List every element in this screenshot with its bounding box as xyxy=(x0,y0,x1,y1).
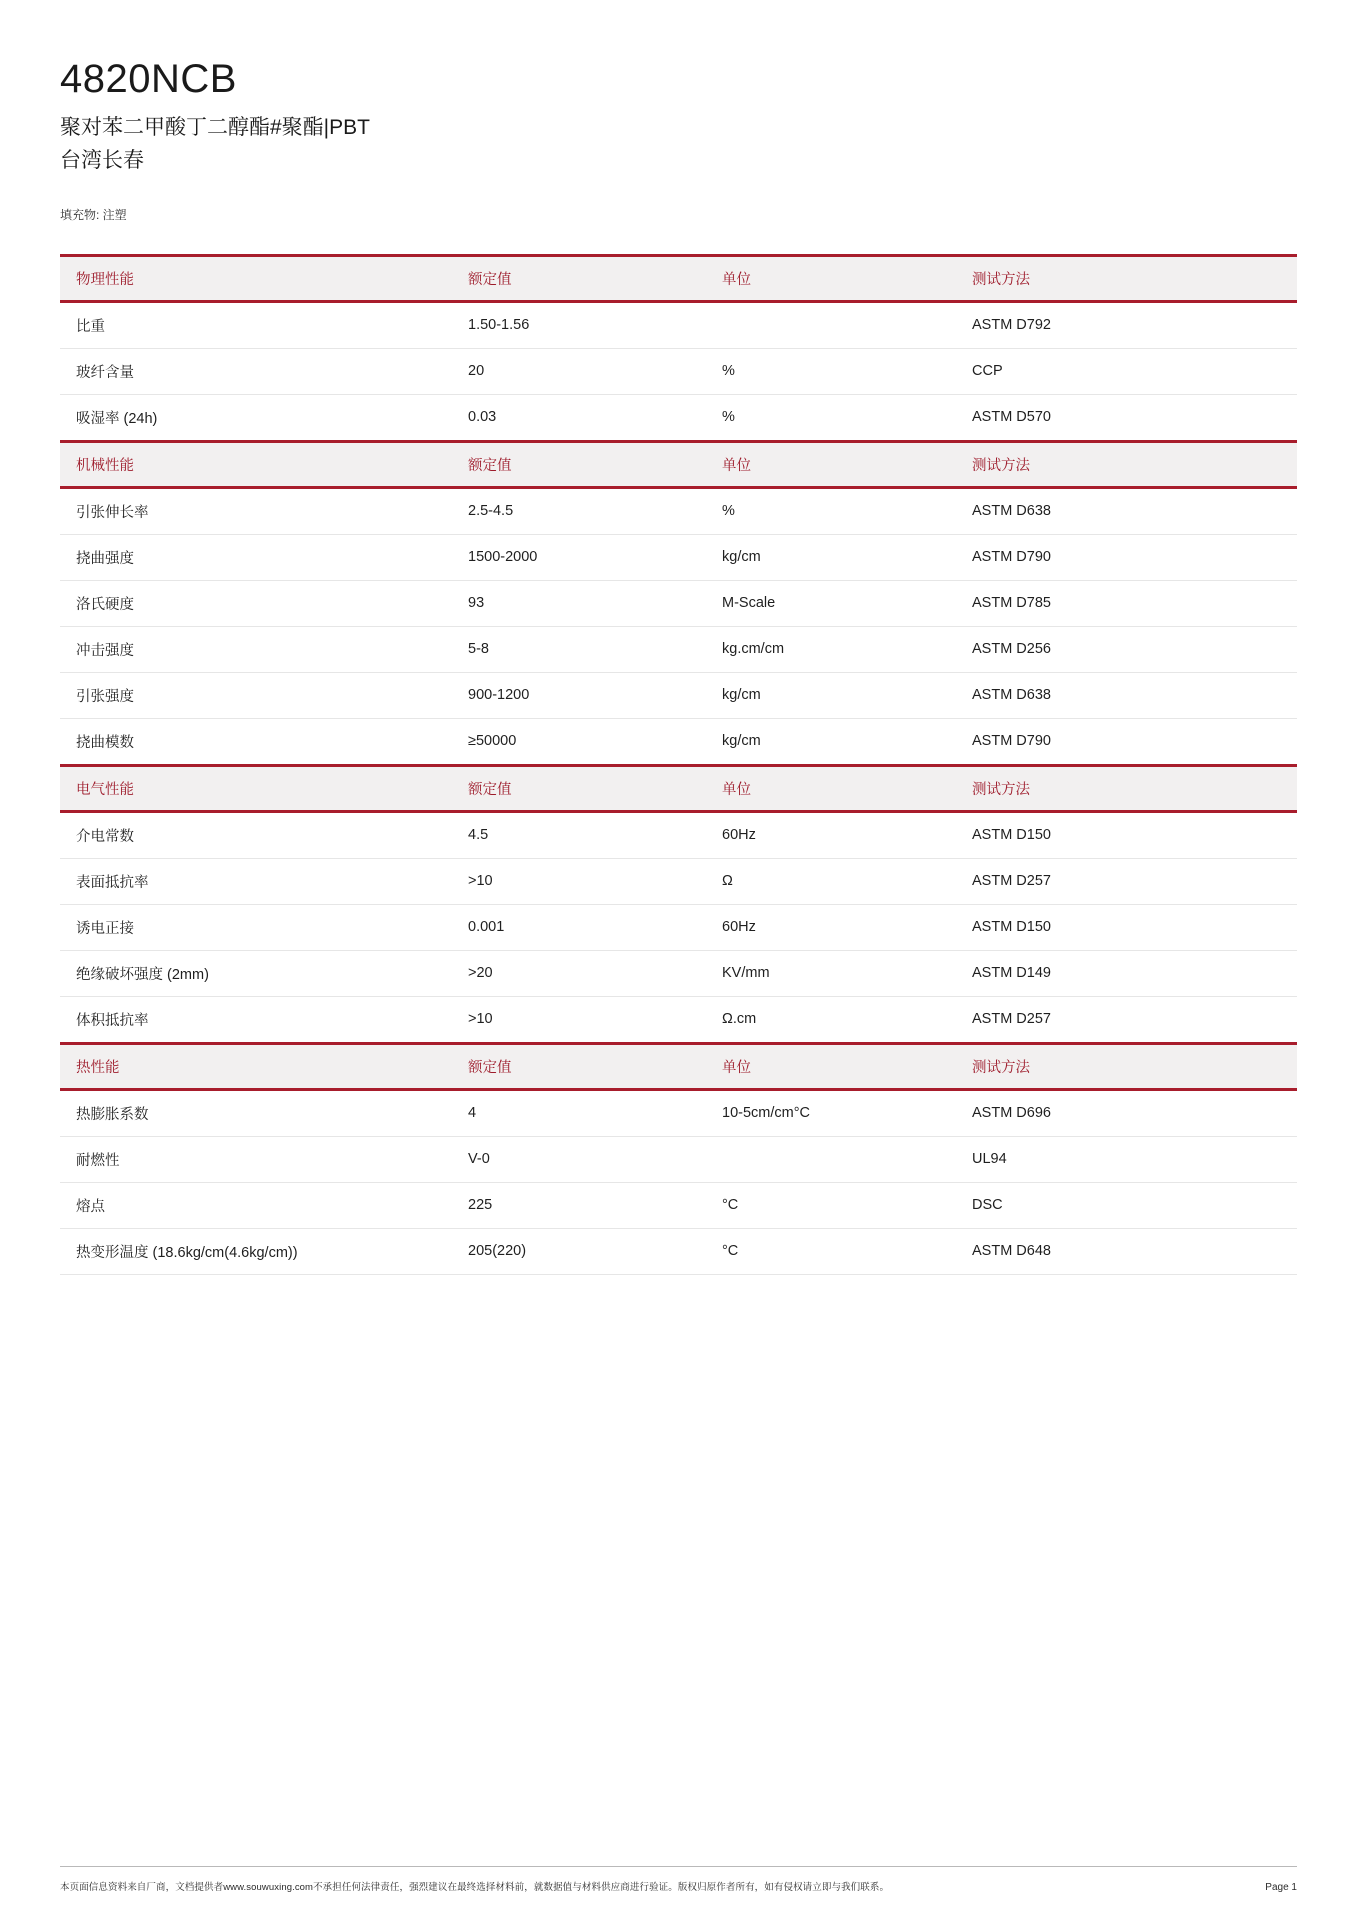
cell-property: 挠曲模数 xyxy=(60,718,456,765)
cell-value: >10 xyxy=(456,858,710,904)
table-section-header xyxy=(60,441,1297,487)
cell-property: 冲击强度 xyxy=(60,626,456,672)
cell-unit: °C xyxy=(710,1182,960,1228)
cell-method: ASTM D696 xyxy=(960,1089,1297,1136)
table-row xyxy=(60,718,1297,765)
table-row xyxy=(60,1182,1297,1228)
cell-property: 玻纤含量 xyxy=(60,348,456,394)
table-section-header xyxy=(60,765,1297,811)
cell-unit: kg/cm xyxy=(710,718,960,765)
section-title: 机械性能 xyxy=(60,441,456,487)
cell-property: 熔点 xyxy=(60,1182,456,1228)
cell-value: 4.5 xyxy=(456,811,710,858)
cell-unit: kg.cm/cm xyxy=(710,626,960,672)
cell-property: 引张伸长率 xyxy=(60,487,456,534)
cell-method: ASTM D790 xyxy=(960,718,1297,765)
table-row xyxy=(60,534,1297,580)
filler-info: 填充物: 注塑 xyxy=(60,208,127,223)
table-row xyxy=(60,1089,1297,1136)
specification-table xyxy=(60,254,1297,1275)
cell-property: 洛氏硬度 xyxy=(60,580,456,626)
cell-property: 介电常数 xyxy=(60,811,456,858)
cell-method: ASTM D257 xyxy=(960,996,1297,1043)
column-header: 额定值 xyxy=(456,255,710,301)
column-header: 额定值 xyxy=(456,1043,710,1089)
cell-method: CCP xyxy=(960,348,1297,394)
table-row xyxy=(60,348,1297,394)
section-title: 物理性能 xyxy=(60,255,456,301)
cell-value: 0.03 xyxy=(456,394,710,441)
section-title: 电气性能 xyxy=(60,765,456,811)
table-row xyxy=(60,904,1297,950)
cell-unit: Ω.cm xyxy=(710,996,960,1043)
table-row xyxy=(60,858,1297,904)
column-header: 单位 xyxy=(710,441,960,487)
cell-unit: 60Hz xyxy=(710,811,960,858)
cell-property: 吸湿率 (24h) xyxy=(60,394,456,441)
cell-property: 绝缘破坏强度 (2mm) xyxy=(60,950,456,996)
column-header: 额定值 xyxy=(456,441,710,487)
table-row xyxy=(60,996,1297,1043)
cell-value: 0.001 xyxy=(456,904,710,950)
cell-value: 2.5-4.5 xyxy=(456,487,710,534)
vendor-name: 台湾长春 xyxy=(60,148,144,172)
cell-unit: 60Hz xyxy=(710,904,960,950)
cell-method: ASTM D150 xyxy=(960,811,1297,858)
cell-method: UL94 xyxy=(960,1136,1297,1182)
cell-unit: % xyxy=(710,394,960,441)
table-row xyxy=(60,1136,1297,1182)
cell-value: 1500-2000 xyxy=(456,534,710,580)
cell-unit: Ω xyxy=(710,858,960,904)
column-header: 单位 xyxy=(710,255,960,301)
table-row xyxy=(60,950,1297,996)
cell-method: ASTM D785 xyxy=(960,580,1297,626)
table-row xyxy=(60,394,1297,441)
cell-value: 1.50-1.56 xyxy=(456,301,710,348)
cell-value: 20 xyxy=(456,348,710,394)
column-header: 测试方法 xyxy=(960,255,1297,301)
table-row xyxy=(60,672,1297,718)
page-number: Page 1 xyxy=(1265,1881,1297,1893)
cell-unit: M-Scale xyxy=(710,580,960,626)
cell-value: 5-8 xyxy=(456,626,710,672)
column-header: 测试方法 xyxy=(960,765,1297,811)
cell-unit: KV/mm xyxy=(710,950,960,996)
table-section-header xyxy=(60,255,1297,301)
cell-property: 表面抵抗率 xyxy=(60,858,456,904)
cell-unit: kg/cm xyxy=(710,672,960,718)
column-header: 测试方法 xyxy=(960,1043,1297,1089)
cell-value: >10 xyxy=(456,996,710,1043)
footer-divider xyxy=(60,1866,1297,1867)
cell-property: 挠曲强度 xyxy=(60,534,456,580)
cell-method: ASTM D256 xyxy=(960,626,1297,672)
cell-method: ASTM D638 xyxy=(960,672,1297,718)
table-row xyxy=(60,487,1297,534)
table-section-header xyxy=(60,1043,1297,1089)
footer-disclaimer: 本页面信息资料来自厂商，文档提供者www.souwuxing.com不承担任何法律责任，强烈建议在最终选择材料前，就数据值与材料供应商进行验证。版权归原作者所有，如有侵权请立即与我们联系。 xyxy=(60,1881,890,1893)
table-row xyxy=(60,626,1297,672)
cell-method: ASTM D792 xyxy=(960,301,1297,348)
cell-method: ASTM D638 xyxy=(960,487,1297,534)
cell-unit: % xyxy=(710,487,960,534)
column-header: 测试方法 xyxy=(960,441,1297,487)
cell-value: ≥50000 xyxy=(456,718,710,765)
column-header: 单位 xyxy=(710,1043,960,1089)
cell-value: 205(220) xyxy=(456,1228,710,1274)
cell-property: 引张强度 xyxy=(60,672,456,718)
cell-method: ASTM D570 xyxy=(960,394,1297,441)
document-footer xyxy=(60,1866,1297,1894)
material-subtitle: 聚对苯二甲酸丁二醇酯#聚酯|PBT xyxy=(60,116,370,139)
page-title: 4820NCB xyxy=(60,57,237,101)
cell-unit: % xyxy=(710,348,960,394)
cell-property: 耐燃性 xyxy=(60,1136,456,1182)
table-row xyxy=(60,580,1297,626)
cell-property: 热膨胀系数 xyxy=(60,1089,456,1136)
column-header: 额定值 xyxy=(456,765,710,811)
cell-value: 900-1200 xyxy=(456,672,710,718)
cell-unit: °C xyxy=(710,1228,960,1274)
cell-value: 4 xyxy=(456,1089,710,1136)
column-header: 单位 xyxy=(710,765,960,811)
cell-value: >20 xyxy=(456,950,710,996)
table-row xyxy=(60,811,1297,858)
specification-table-body xyxy=(60,255,1297,1274)
cell-property: 比重 xyxy=(60,301,456,348)
cell-unit xyxy=(710,301,960,348)
cell-unit: kg/cm xyxy=(710,534,960,580)
document-header xyxy=(60,0,1297,224)
cell-property: 热变形温度 (18.6kg/cm(4.6kg/cm)) xyxy=(60,1228,456,1274)
table-row xyxy=(60,1228,1297,1274)
cell-value: V-0 xyxy=(456,1136,710,1182)
cell-unit: 10-5cm/cm°C xyxy=(710,1089,960,1136)
cell-method: ASTM D149 xyxy=(960,950,1297,996)
cell-value: 93 xyxy=(456,580,710,626)
cell-property: 诱电正接 xyxy=(60,904,456,950)
cell-method: ASTM D648 xyxy=(960,1228,1297,1274)
cell-value: 225 xyxy=(456,1182,710,1228)
cell-unit xyxy=(710,1136,960,1182)
cell-method: DSC xyxy=(960,1182,1297,1228)
cell-method: ASTM D257 xyxy=(960,858,1297,904)
cell-method: ASTM D790 xyxy=(960,534,1297,580)
table-row xyxy=(60,301,1297,348)
cell-property: 体积抵抗率 xyxy=(60,996,456,1043)
cell-method: ASTM D150 xyxy=(960,904,1297,950)
section-title: 热性能 xyxy=(60,1043,456,1089)
